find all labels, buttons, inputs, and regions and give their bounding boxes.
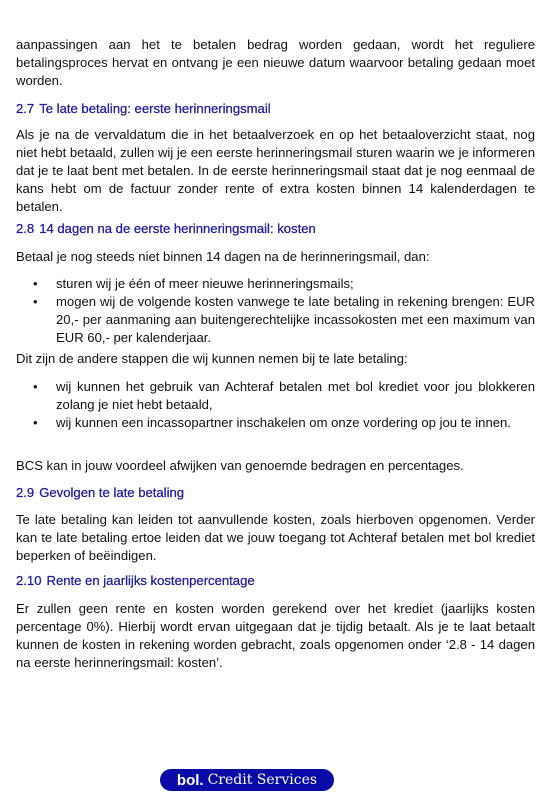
list-item: • wij kunnen een incassopartner inschakelen om onze vordering op jou te innen. [33,415,511,430]
bullet-icon: • [33,379,38,394]
cost-bullet-list [16,275,535,347]
bullet-icon: • [33,415,38,430]
heading-number: 2.8 [16,221,35,236]
heading-title: 14 dagen na de eerste herinneringsmail: kosten [39,221,316,236]
bol-credit-services-logo [160,769,334,791]
heading-number: 2.9 [16,485,35,500]
heading-title: Rente en jaarlijks kostenpercentage [46,573,255,588]
paragraph-closing: BCS kan in jouw voordeel afwijken van genoemde bedragen en percentages. [16,458,464,473]
intro-paragraph: aanpassingen aan het te betalen bedrag worden gedaan, wordt het reguliere betalingsproces hervat en ontvang je een nieuwe datum waarvoor betaling gedaan moet worden. [16,37,535,88]
heading-title: Te late betaling: eerste herinneringsmail [39,101,271,116]
heading-2-9 [16,484,184,502]
steps-bullet-list [16,378,535,432]
heading-2-10 [16,572,255,590]
heading-title: Gevolgen te late betaling [39,485,185,500]
list-item: • wij kunnen het gebruik van Achteraf betalen met bol krediet voor jou blokkeren zolang je niet hebt betaald, [33,379,535,412]
list-item: • sturen wij je één of meer nieuwe herinneringsmails; [33,276,354,291]
paragraph-2-7: Als je na de vervaldatum die in het betaalverzoek en op het betaaloverzicht staat, nog niet hebt betaald, zullen wij je een eerste herinneringsmail sturen waarin we je informeren dat je te laat bent met betalen. In de eerste herinneringsmail staat dat je nog eenmaal de kans hebt om de factuur zonder rente of extra kosten binnen 14 kalenderdagen te betalen. [16,127,535,214]
heading-number: 2.7 [16,101,35,116]
paragraph-steps-intro: Dit zijn de andere stappen die wij kunnen nemen bij te late betaling: [16,351,408,366]
heading-2-8 [16,220,316,238]
heading-2-7 [16,100,271,118]
bullet-icon: • [33,276,38,291]
paragraph-2-10: Er zullen geen rente en kosten worden gerekend over het krediet (jaarlijks kosten percentage 0%). Hierbij wordt ervan uitgegaan dat je tijdig betaalt. Als je te laat betaalt kunnen de kosten in rekening worden gebracht, zoals opgenomen onder ‘2.8 - 14 dagen na eerste herinneringsmail: kosten’. [16,601,535,670]
heading-number: 2.10 [16,573,42,588]
paragraph-2-9: Te late betaling kan leiden tot aanvullende kosten, zoals hierboven opgenomen. Verder kan te late betaling ertoe leiden dat we jouw toegang tot Achteraf betalen met bol krediet beperken of beëindigen. [16,512,535,563]
list-item: • mogen wij de volgende kosten vanwege te late betaling in rekening brengen: EUR 20,- per aanmaning aan buitengerechtelijke incassokosten met een maximum van EUR 60,- per kalenderjaar. [33,294,535,345]
logo-brand: bol. [176,771,204,789]
paragraph-2-8-intro: Betaal je nog steeds niet binnen 14 dagen na de herinneringsmail, dan: [16,249,430,264]
logo-name: Credit Services [207,772,318,788]
bullet-icon: • [33,294,38,309]
